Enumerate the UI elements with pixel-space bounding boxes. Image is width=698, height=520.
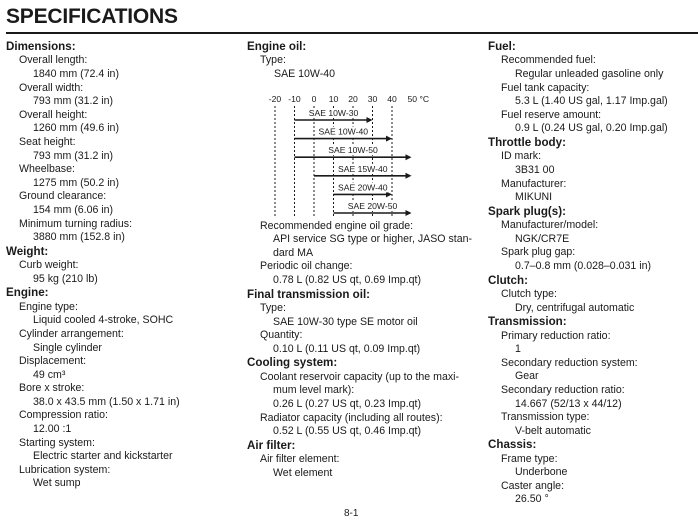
spec-label: Bore x stroke: (19, 382, 85, 395)
oil-grade-arrow-head (406, 172, 412, 178)
spec-label: Overall height: (19, 108, 88, 121)
spec-value: 14.667 (52/13 x 44/12) (515, 397, 622, 410)
spec-value: Dry, centrifugal automatic (515, 301, 635, 314)
spec-value: V-belt automatic (515, 424, 591, 437)
spec-label: Caster angle: (501, 479, 565, 492)
spec-label: Compression ratio: (19, 409, 108, 422)
spec-value: 0.52 L (0.55 US qt, 0.46 Imp.qt) (273, 425, 422, 438)
oil-chart-svg (247, 82, 479, 220)
column-middle (247, 40, 479, 480)
spec-label: Quantity: (260, 329, 303, 342)
spec-value: 154 mm (6.06 in) (33, 203, 114, 216)
spec-label: Starting system: (19, 436, 95, 449)
spec-value: 12.00 :1 (33, 423, 72, 436)
spec-label: Lubrication system: (19, 463, 111, 476)
spec-label: Engine type: (19, 300, 78, 313)
spec-value: 0.7–0.8 mm (0.028–0.031 in) (515, 259, 652, 272)
oil-grade-label: SAE 10W-40 (318, 126, 369, 137)
spec-label: Recommended engine oil grade: (260, 219, 414, 232)
spec-value: 793 mm (31.2 in) (33, 149, 114, 162)
spec-label: Minimum turning radius: (19, 217, 133, 230)
spec-value: Regular unleaded gasoline only (515, 68, 664, 80)
spec-value: Liquid cooled 4-stroke, SOHC (33, 314, 174, 327)
spec-label: Secondary reduction ratio: (501, 383, 625, 396)
column-left (6, 40, 238, 491)
spec-value: dard MA (273, 246, 314, 259)
spec-label: Primary reduction ratio: (501, 329, 611, 342)
spec-label: Recommended fuel: (501, 54, 596, 67)
spec-value: mum level mark): (273, 384, 355, 397)
spec-value: 95 kg (210 lb) (33, 272, 98, 285)
spec-value: 0.78 L (0.82 US qt, 0.69 Imp.qt) (273, 273, 422, 286)
oil-grade-arrow-head (406, 154, 412, 160)
spec-value: 3880 mm (152.8 in) (33, 231, 125, 244)
spec-value: 0.26 L (0.27 US qt, 0.23 Imp.qt) (273, 397, 422, 410)
spec-value: SAE 10W-30 type SE motor oil (273, 315, 418, 328)
oil-grade-label: SAE 15W-40 (337, 163, 388, 174)
temperature-tick-label: 30 (367, 93, 378, 104)
section-heading: Cooling system: (247, 356, 338, 370)
section-heading: Engine: (6, 286, 49, 300)
spec-label: Overall length: (19, 54, 88, 67)
spec-value: MIKUNI (515, 191, 553, 204)
spec-value: 1840 mm (72.4 in) (33, 68, 119, 80)
spec-value: 0.9 L (0.24 US gal, 0.20 Imp.gal) (515, 122, 668, 135)
temperature-tick-label: -20 (268, 93, 282, 104)
spec-value: 1 (515, 343, 521, 356)
oil-temperature-chart (247, 82, 479, 220)
section-heading: Throttle body: (488, 135, 566, 149)
section-heading: Fuel: (488, 40, 516, 53)
spec-value: SAE 10W-40 (274, 68, 336, 80)
spec-value: 3B31 00 (515, 163, 555, 176)
section-heading: Weight: (6, 244, 49, 258)
spec-label: Secondary reduction system: (501, 356, 638, 369)
spec-value: 0.10 L (0.11 US qt, 0.09 Imp.qt) (273, 342, 421, 355)
temperature-tick-label: 50 °C (407, 93, 430, 104)
spec-label: Type: (260, 54, 286, 67)
spec-label: Air filter element: (260, 453, 340, 466)
temperature-tick-label: 0 (311, 93, 317, 104)
oil-grade-label: SAE 10W-50 (328, 144, 378, 155)
spec-label: Coolant reservoir capacity (up to the maxi- (260, 370, 460, 383)
section-heading: Final transmission oil: (247, 287, 371, 301)
spec-label: Manufacturer: (501, 177, 567, 190)
oil-grade-arrow-head (386, 135, 392, 141)
spec-value: 5.3 L (1.40 US gal, 1.17 Imp.gal) (515, 95, 668, 108)
spec-label: Frame type: (501, 452, 558, 465)
section-heading: Chassis: (488, 438, 537, 452)
spec-label: Radiator capacity (including all routes): (260, 411, 443, 424)
spec-label: Type: (260, 301, 286, 314)
spec-label: Cylinder arrangement: (19, 327, 124, 340)
spec-label: Curb weight: (19, 259, 79, 272)
middle-column-specs (247, 220, 479, 481)
spec-value: API service SG type or higher, JASO stan- (273, 233, 473, 246)
spec-value: 793 mm (31.2 in) (33, 95, 114, 108)
spec-label: Seat height: (19, 135, 76, 148)
page-title: SPECIFICATIONS (6, 5, 178, 28)
spec-value: Underbone (515, 466, 568, 479)
spec-value: 38.0 x 43.5 mm (1.50 x 1.71 in) (33, 395, 180, 408)
spec-label: Manufacturer/model: (501, 219, 599, 232)
oil-grade-label: SAE 20W-40 (337, 181, 388, 192)
section-heading: Transmission: (488, 315, 567, 329)
spec-label: Periodic oil change: (260, 260, 353, 273)
engine-oil-section (247, 40, 479, 82)
section-heading: Air filter: (247, 438, 296, 452)
spec-value: 49 cm³ (33, 368, 66, 381)
section-heading: Engine oil: (247, 40, 307, 53)
spec-label: ID mark: (501, 150, 542, 163)
spec-label: Fuel tank capacity: (501, 81, 590, 94)
title-underline (6, 32, 698, 34)
spec-label: Clutch type: (501, 287, 557, 300)
spec-value: Wet sump (33, 477, 81, 490)
spec-label: Transmission type: (501, 411, 590, 424)
spec-value: 1275 mm (50.2 in) (33, 176, 119, 189)
page-number: 8-1 (344, 508, 359, 519)
spec-label: Overall width: (19, 81, 84, 94)
column-right (488, 40, 698, 507)
spec-label: Wheelbase: (19, 163, 75, 176)
spec-value: Gear (515, 370, 539, 383)
temperature-tick-label: 40 (387, 93, 397, 104)
spec-value: 26.50 ° (515, 493, 549, 506)
spec-label: Displacement: (19, 355, 87, 368)
spec-value: Electric starter and kickstarter (33, 450, 173, 463)
spec-label: Ground clearance: (19, 190, 107, 203)
section-heading: Dimensions: (6, 40, 76, 53)
spec-label: Spark plug gap: (501, 246, 576, 259)
oil-grade-label: SAE 20W-50 (347, 200, 398, 211)
section-heading: Clutch: (488, 273, 528, 287)
spec-value: NGK/CR7E (515, 232, 570, 245)
temperature-tick-label: 10 (328, 93, 339, 104)
temperature-tick-label: 20 (348, 93, 358, 104)
oil-grade-arrow-head (367, 117, 373, 123)
spec-label: Fuel reserve amount: (501, 108, 602, 121)
spec-value: Single cylinder (33, 341, 102, 354)
oil-grade-label: SAE 10W-30 (308, 107, 359, 118)
section-heading: Spark plug(s): (488, 204, 566, 218)
spec-value: 1260 mm (49.6 in) (33, 122, 119, 135)
temperature-tick-label: -10 (288, 93, 301, 104)
oil-grade-arrow-head (406, 210, 412, 216)
spec-value: Wet element (273, 466, 333, 479)
